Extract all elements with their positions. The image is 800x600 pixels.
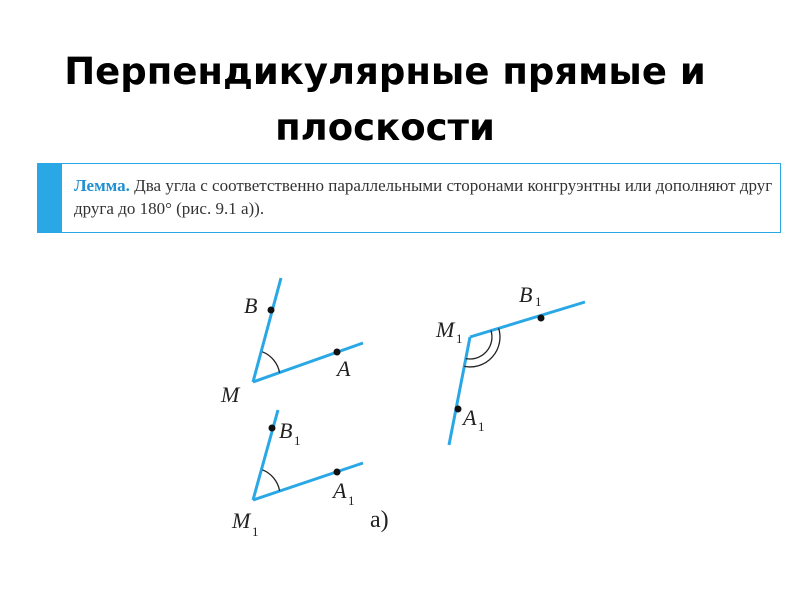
side-m1a1 (253, 463, 363, 500)
label-a1-right: A (463, 405, 477, 430)
label-a1-right-sub: 1 (478, 419, 485, 434)
label-b1-sub: 1 (294, 433, 301, 448)
label-m1-right: M (436, 317, 455, 342)
point-a (334, 349, 341, 356)
label-m1-right-sub: 1 (456, 331, 463, 346)
angle-b1m1a1 (231, 410, 363, 539)
point-b1-right (538, 315, 545, 322)
label-a: A (337, 356, 351, 381)
point-b (268, 307, 275, 314)
title-line-1: Перпендикулярные прямые и (64, 50, 706, 93)
label-m: M (221, 382, 240, 407)
angle-b1m1a1-right (435, 282, 585, 445)
label-b: B (244, 293, 258, 318)
point-a1 (334, 469, 341, 476)
label-b1-right-sub: 1 (535, 294, 542, 309)
figure-caption: а) (370, 507, 389, 533)
side-m1b1-right (470, 302, 585, 337)
label-a1: A (333, 478, 347, 503)
title-line-2: плоскости (275, 106, 495, 149)
side-m1b1 (253, 410, 278, 500)
angle-bma (220, 278, 363, 407)
label-b1-right: B (519, 282, 533, 307)
point-b1 (269, 425, 276, 432)
angle-arc (262, 470, 279, 491)
point-a1-right (455, 406, 462, 413)
lemma-term: Лемма. (74, 176, 130, 195)
lemma-statement: Два угла с соответственно параллельными сторонами конгруэнтны или дополняют друг друга до 180° (рис. 9.1 а)). (74, 176, 773, 218)
label-m1-sub: 1 (252, 524, 259, 539)
label-a1-sub: 1 (348, 493, 355, 508)
angle-arc (262, 352, 279, 373)
label-b1: B (279, 418, 293, 443)
label-m1: M (232, 508, 251, 533)
